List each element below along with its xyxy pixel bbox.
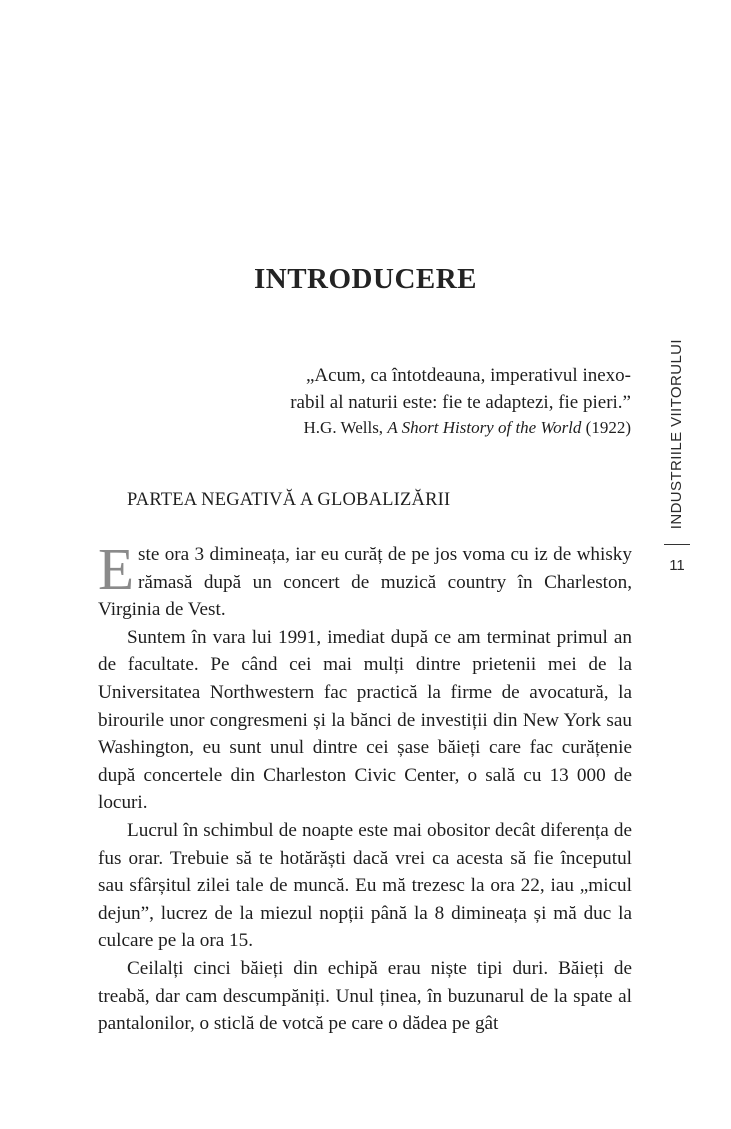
running-head-text: INDUSTRIILE VIITORULUI [667,338,685,530]
chapter-title: INTRODUCERE [253,263,478,296]
epigraph-quote-line-1: „Acum, ca întotdeauna, imperativul inexo- [306,365,631,386]
section-heading: PARTEA NEGATIVĂ A GLOBALIZĂRII [127,490,451,510]
paragraph-3: Lucrul în schimbul de noapte este mai obositor decât diferența de fus orar. Trebuie să te hotărăști dacă vrei ca acesta să fie începutul sau sfârșitul zilei tale de muncă. Eu mă trezesc la ora 22, iau „micul dejun”, lucrez de la miezul nopții până la 8 dimineața și mă duc la culcare pe la ora 15. [98,819,632,952]
running-head-divider [664,544,690,545]
epigraph-quote-line-2: rabil al naturii este: fie te adaptezi, fie pieri.” [290,392,631,413]
paragraph-4: Ceilalți cinci băieți din echipă erau niște tipi duri. Băieți de treabă, dar cam descumpăniți. Unul ținea, în buzunarul de la spate al pantalonilor, o sticlă de votcă pe care o dădea pe gât [98,957,632,1035]
paragraph-1 [98,536,632,624]
epigraph-work-title: A Short History of the World [387,418,582,437]
body-text [98,536,632,1038]
paragraph-1-text: ste ora 3 dimineața, iar eu curăț de pe jos voma cu iz de whisky rămasă după un concert de muzică country în Charleston, Virginia de Vest. [98,544,632,621]
epigraph [211,362,631,440]
page-number: 11 [669,557,685,574]
epigraph-attribution [211,416,631,440]
paragraph-2: Suntem în vara lui 1991, imediat după ce am terminat primul an de facultate. Pe când cei mai mulți dintre prietenii mei de la Universitatea Northwestern fac practică la firme de avocatură, la birourile unor congresmeni și la bănci de investiții din New York sau Washington, eu sunt unul dintre cei șase băieți care fac curățenie după concertele din Charleston Civic Center, o sală cu 13 000 de locuri. [98,626,632,814]
running-head [663,340,689,528]
epigraph-year: (1922) [585,418,631,437]
epigraph-author: H.G. Wells, [303,418,384,437]
drop-cap: E [98,536,135,602]
